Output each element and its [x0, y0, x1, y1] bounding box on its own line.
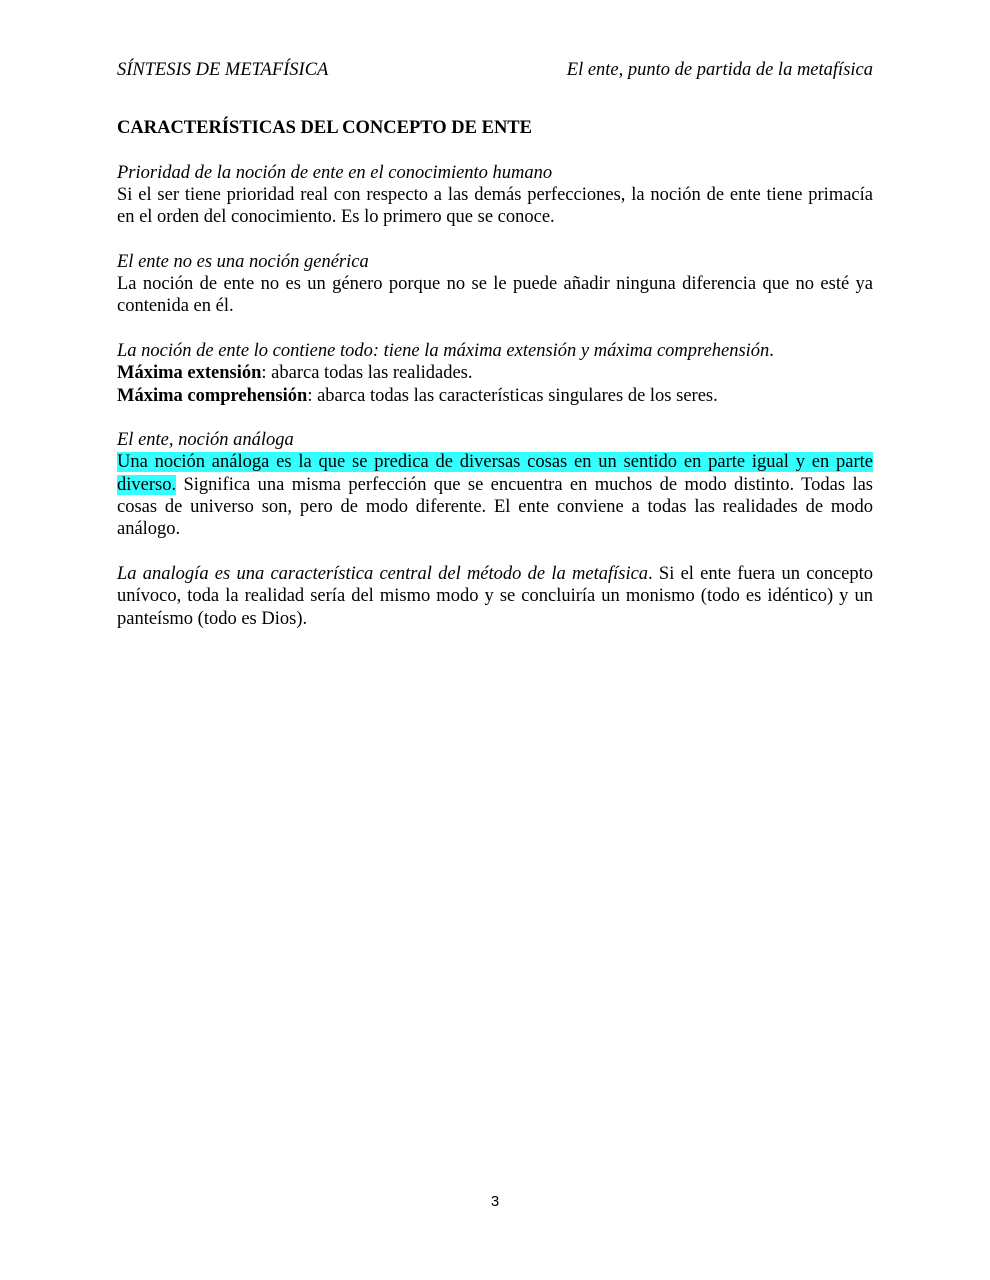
section-generic	[117, 251, 873, 318]
paragraph-generic: La noción de ente no es un género porque no se le puede añadir ninguna diferencia que no esté ya contenida en él.	[117, 274, 873, 317]
paragraph-analogy-italic: La analogía es una característica central del método de la metafísica	[117, 563, 649, 584]
page-number: 3	[490, 1193, 500, 1210]
paragraph-analogy	[117, 563, 873, 630]
def-max-extension: : abarca todas las realidades.	[261, 363, 473, 384]
section-heading: CARACTERÍSTICAS DEL CONCEPTO DE ENTE	[117, 118, 532, 138]
section-analogous	[117, 429, 873, 540]
subsection-title-analogous: El ente, noción análoga	[117, 430, 294, 451]
section-priority	[117, 162, 873, 229]
subsection-title-extension	[117, 340, 873, 362]
document-body	[117, 117, 873, 652]
subsection-title-extension-period: .	[769, 340, 774, 361]
def-max-comprehension: : abarca todas las características singulares de los seres.	[307, 385, 718, 406]
header-book-title: SÍNTESIS DE METAFÍSICA	[117, 60, 329, 80]
highlighted-definition: Una noción análoga es la que se predica de diversas cosas en un sentido en parte igual y en parte diverso.	[117, 452, 873, 495]
term-max-comprehension: Máxima comprehensión	[117, 385, 308, 406]
page-header	[117, 58, 873, 84]
section-analogy	[117, 563, 873, 630]
line-max-extension	[117, 362, 873, 384]
subsection-title-priority: Prioridad de la noción de ente en el conocimiento humano	[117, 162, 553, 183]
subsection-title-generic: El ente no es una noción genérica	[117, 251, 369, 272]
paragraph-analogous-rest: Significa una misma perfección que se encuentra en muchos de modo distinto. Todas las cosas de universo son, pero de modo diferente. El ente conviene a todas las realidades de modo análogo.	[117, 474, 873, 540]
line-max-comprehension	[117, 385, 873, 407]
paragraph-analogy-rest: . Si el ente fuera un concepto unívoco, toda la realidad sería del mismo modo y se concluiría un monismo (todo es idéntico) y un panteísmo (todo es Dios).	[117, 563, 874, 629]
header-chapter-title: El ente, punto de partida de la metafísica	[566, 60, 873, 80]
paragraph-priority: Si el ser tiene prioridad real con respecto a las demás perfecciones, la noción de ente tiene primacía en el orden del conocimiento. Es lo primero que se conoce.	[117, 184, 873, 228]
section-extension	[117, 340, 873, 407]
paragraph-analogous	[117, 451, 873, 540]
subsection-title-extension-text: La noción de ente lo contiene todo: tiene la máxima extensión y máxima comprehensión	[117, 340, 770, 361]
term-max-extension: Máxima extensión	[117, 363, 262, 384]
